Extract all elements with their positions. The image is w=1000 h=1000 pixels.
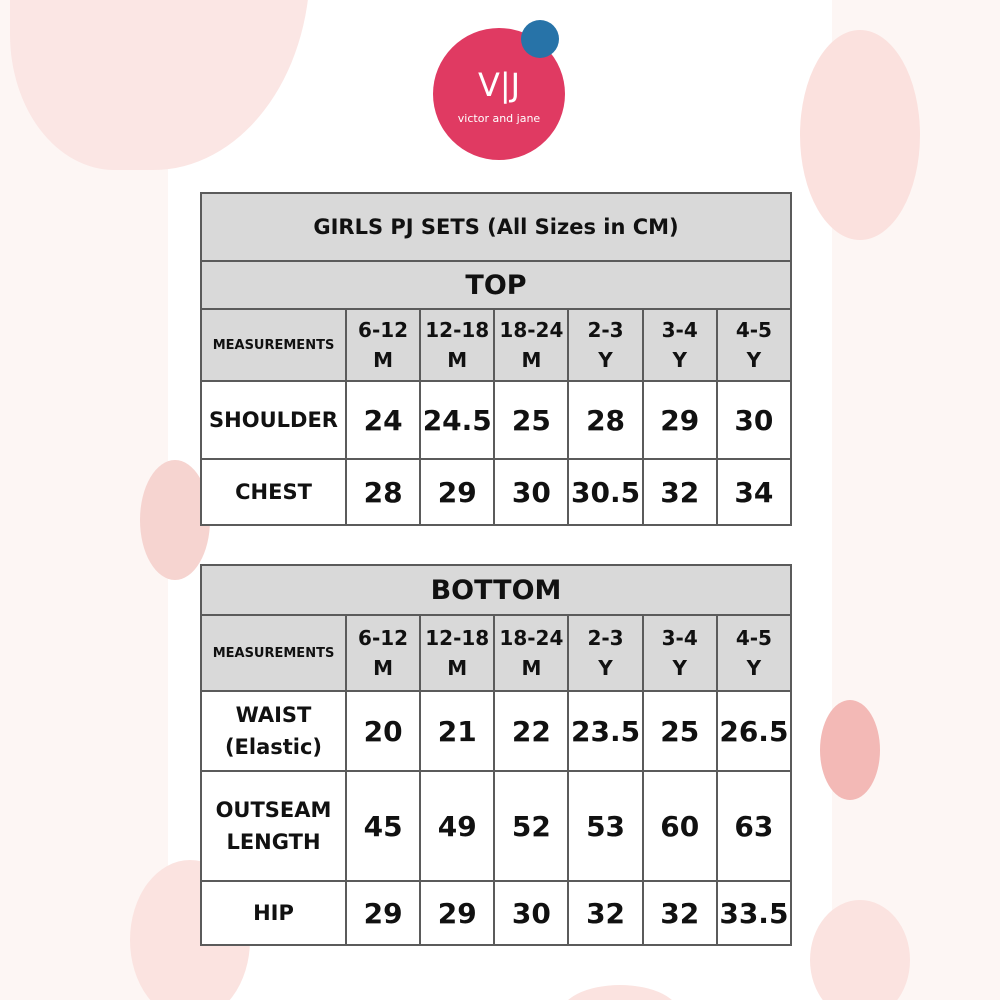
table-row — [201, 381, 791, 459]
decorative-blob — [800, 30, 920, 240]
value-cell: 32 — [568, 881, 642, 945]
row-label-waist: WAIST (Elastic) — [201, 691, 346, 771]
size-header: 6-12 M — [346, 615, 420, 691]
value-cell: 34 — [717, 459, 791, 525]
value-cell: 28 — [346, 459, 420, 525]
value-cell: 26.5 — [717, 691, 791, 771]
value-cell: 29 — [643, 381, 717, 459]
size-header: 18-24 M — [494, 615, 568, 691]
measurements-header: MEASUREMENTS — [201, 309, 346, 381]
value-cell: 63 — [717, 771, 791, 881]
decorative-blob — [10, 0, 310, 170]
value-cell: 29 — [420, 881, 494, 945]
size-header: 6-12 M — [346, 309, 420, 381]
row-label-chest: CHEST — [201, 459, 346, 525]
value-cell: 45 — [346, 771, 420, 881]
row-label-outseam-length: OUTSEAM LENGTH — [201, 771, 346, 881]
table-row — [201, 881, 791, 945]
size-header: 3-4 Y — [643, 615, 717, 691]
value-cell: 24 — [346, 381, 420, 459]
size-header: 4-5 Y — [717, 309, 791, 381]
value-cell: 30 — [717, 381, 791, 459]
value-cell: 32 — [643, 881, 717, 945]
logo-dot — [521, 20, 559, 58]
header-row — [201, 615, 791, 691]
table-row — [201, 691, 791, 771]
value-cell: 24.5 — [420, 381, 494, 459]
value-cell: 33.5 — [717, 881, 791, 945]
value-cell: 25 — [643, 691, 717, 771]
brand-name: victor and jane — [457, 112, 541, 125]
section-title-bottom: BOTTOM — [201, 565, 791, 615]
size-header: 3-4 Y — [643, 309, 717, 381]
decorative-blob — [560, 985, 680, 1000]
value-cell: 49 — [420, 771, 494, 881]
value-cell: 53 — [568, 771, 642, 881]
bottom-size-table — [200, 564, 792, 946]
size-header: 2-3 Y — [568, 615, 642, 691]
measurements-header: MEASUREMENTS — [201, 615, 346, 691]
top-size-table — [200, 192, 792, 526]
table-row — [201, 771, 791, 881]
section-title-top: TOP — [201, 261, 791, 309]
size-header: 4-5 Y — [717, 615, 791, 691]
value-cell: 23.5 — [568, 691, 642, 771]
size-header: 2-3 Y — [568, 309, 642, 381]
decorative-blob — [820, 700, 880, 800]
row-label-hip: HIP — [201, 881, 346, 945]
row-label-shoulder: SHOULDER — [201, 381, 346, 459]
value-cell: 52 — [494, 771, 568, 881]
brand-mark: V|J — [477, 66, 521, 104]
value-cell: 32 — [643, 459, 717, 525]
value-cell: 30 — [494, 459, 568, 525]
size-header: 12-18 M — [420, 309, 494, 381]
value-cell: 22 — [494, 691, 568, 771]
value-cell: 30.5 — [568, 459, 642, 525]
value-cell: 28 — [568, 381, 642, 459]
size-header: 12-18 M — [420, 615, 494, 691]
value-cell: 60 — [643, 771, 717, 881]
header-row — [201, 309, 791, 381]
chart-title: GIRLS PJ SETS (All Sizes in CM) — [201, 193, 791, 261]
value-cell: 25 — [494, 381, 568, 459]
value-cell: 29 — [420, 459, 494, 525]
size-header: 18-24 M — [494, 309, 568, 381]
value-cell: 29 — [346, 881, 420, 945]
value-cell: 21 — [420, 691, 494, 771]
value-cell: 30 — [494, 881, 568, 945]
table-row — [201, 459, 791, 525]
value-cell: 20 — [346, 691, 420, 771]
